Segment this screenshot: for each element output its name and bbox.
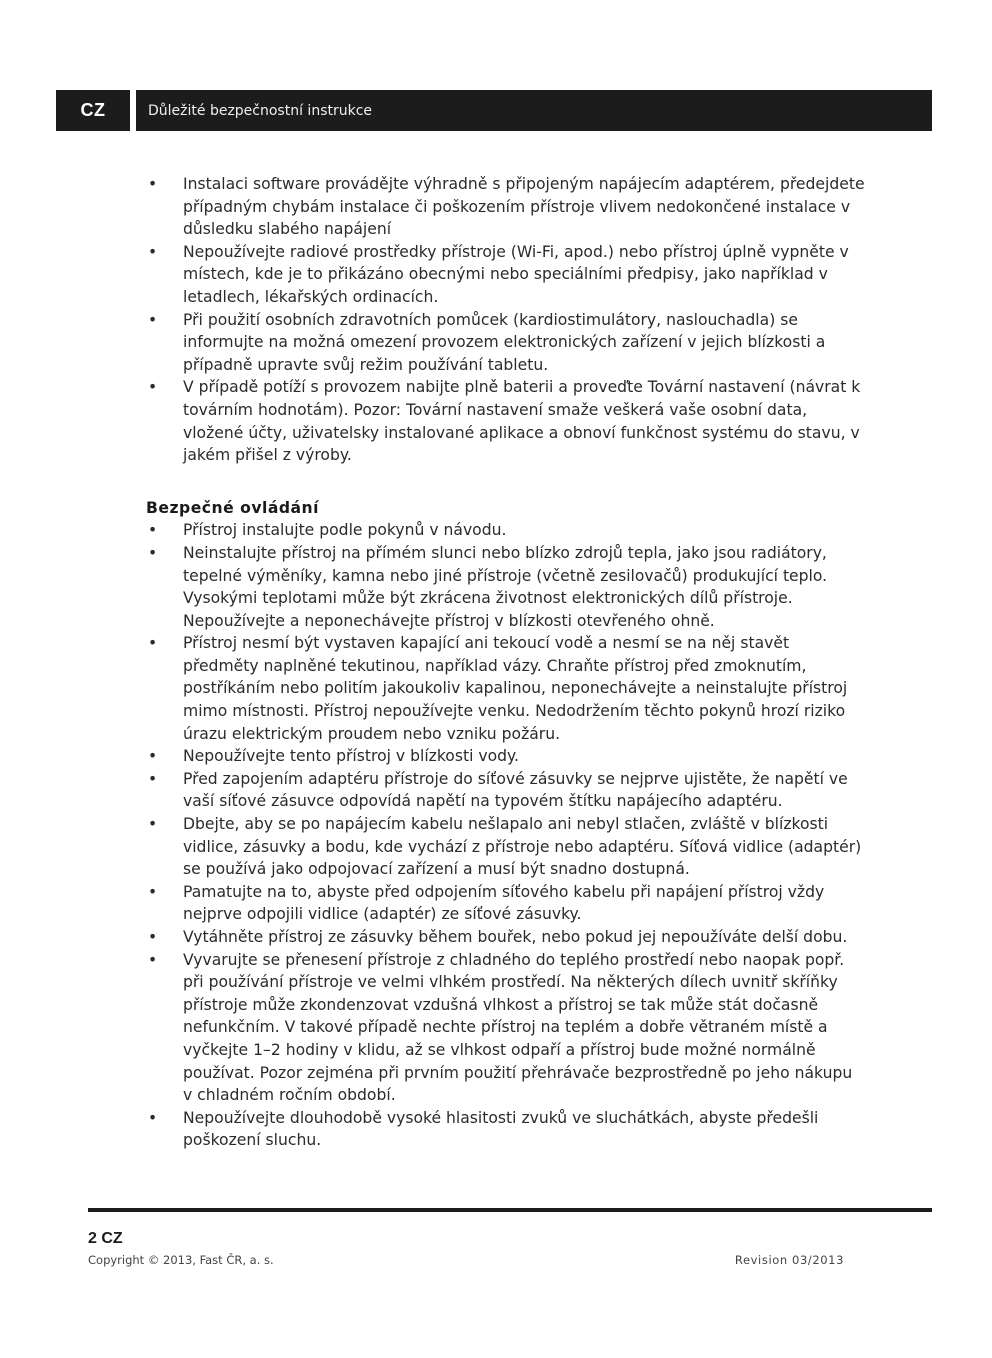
list-item: • Nepoužívejte dlouhodobě vysoké hlasitosti zvuků ve sluchátkách, abyste předešli poškození sluchu. [146, 1107, 866, 1152]
list-item: • Nepoužívejte tento přístroj v blízkosti vody. [146, 745, 866, 768]
page-number: 2 CZ [88, 1230, 123, 1247]
copyright-text: Copyright © 2013, Fast ČR, a. s. [88, 1253, 274, 1267]
list-item: • Neinstalujte přístroj na přímém slunci nebo blízko zdrojů tepla, jako jsou radiátory, tepelné výměníky, kamna nebo jiné přístroje (včetně zesilovačů) produkující teplo. Vysokými teplotami může být zkrácena životnost elektronických dílů přístroje. Nepoužívejte a neponechávejte přístroj v blízkosti otevřeného ohně. [146, 542, 866, 632]
language-tag: CZ [80, 100, 106, 120]
list-item: • V případě potíží s provozem nabijte plně baterii a proveďte Tovární nastavení (návrat k továrním hodnotám). Pozor: Tovární nastavení smaže veškerá vaše osobní data, vložené účty, uživatelsky instalované aplikace a obnoví funkčnost systému do stavu, v jakém přišel z výroby. [146, 376, 866, 466]
revision-text: Revision 03/2013 [734, 1253, 844, 1267]
list-item: • Přístroj instalujte podle pokynů v návodu. [146, 519, 866, 542]
bullet-list-general [146, 173, 866, 467]
list-item: • Pamatujte na to, abyste před odpojením síťového kabelu při napájení přístroj vždy nejprve odpojili vidlice (adaptér) ze síťové zásuvky. [146, 881, 866, 926]
document-body [146, 173, 866, 1152]
bullet-list-safe-operation [146, 519, 866, 1152]
list-item: • Dbejte, aby se po napájecím kabelu nešlapalo ani nebyl stlačen, zvláště v blízkosti vidlice, zásuvky a bodu, kde vychází z přístroje nebo adaptéru. Síťová vidlice (adaptér) se používá jako odpojovací zařízení a musí být snadno dostupná. [146, 813, 866, 881]
list-item: • Vytáhněte přístroj ze zásuvky během bouřek, nebo pokud jej nepoužíváte delší dobu. [146, 926, 866, 949]
list-item: • Při použití osobních zdravotních pomůcek (kardiostimulátory, naslouchadla) se informujte na možná omezení provozem elektronických zařízení v jejich blízkosti a případně upravte svůj režim používání tabletu. [146, 309, 866, 377]
list-item: • Přístroj nesmí být vystaven kapající ani tekoucí vodě a nesmí se na něj stavět předměty naplněné tekutinou, například vázy. Chraňte přístroj před zmoknutím, postříkáním nebo politím jakoukoliv kapalinou, neponechávejte a neinstalujte přístroj mimo místnosti. Přístroj nepoužívejte venku. Nedodržením těchto pokynů hrozí riziko úrazu elektrickým proudem nebo vzniku požáru. [146, 632, 866, 745]
header-separator [130, 90, 136, 131]
page-title: Důležité bezpečnostní instrukce [148, 103, 373, 119]
list-item: • Vyvarujte se přenesení přístroje z chladného do teplého prostředí nebo naopak popř. při používání přístroje ve velmi vlhkém prostředí. Na některých dílech uvnitř skříňky přístroje může zkondenzovat vzdušná vlhkost a přístroj se tak může stát dočasně nefunkčním. V takové případě nechte přístroj na teplém a dobře větraném místě a vyčkejte 1–2 hodiny v klidu, až se vlhkost odpaří a přístroj bude možné normálně používat. Pozor zejména při prvním použití přehrávače bezprostředně po jeho nákupu v chladném ročním období. [146, 949, 866, 1107]
list-item: • Instalaci software provádějte výhradně s připojeným napájecím adaptérem, předejdete případným chybám instalace či poškozením přístroje vlivem nedokončené instalace v důsledku slabého napájení [146, 173, 866, 241]
section-heading: Bezpečné ovládání [146, 498, 320, 517]
page-header [56, 90, 932, 131]
list-item: • Před zapojením adaptéru přístroje do síťové zásuvky se nejprve ujistěte, že napětí ve vaší síťové zásuvce odpovídá napětí na typovém štítku napájecího adaptéru. [146, 768, 866, 813]
footer-divider [88, 1208, 932, 1212]
list-item: • Nepoužívejte radiové prostředky přístroje (Wi-Fi, apod.) nebo přístroj úplně vypněte v místech, kde je to přikázáno obecnými nebo speciálními předpisy, jako například v letadlech, lékařských ordinacích. [146, 241, 866, 309]
